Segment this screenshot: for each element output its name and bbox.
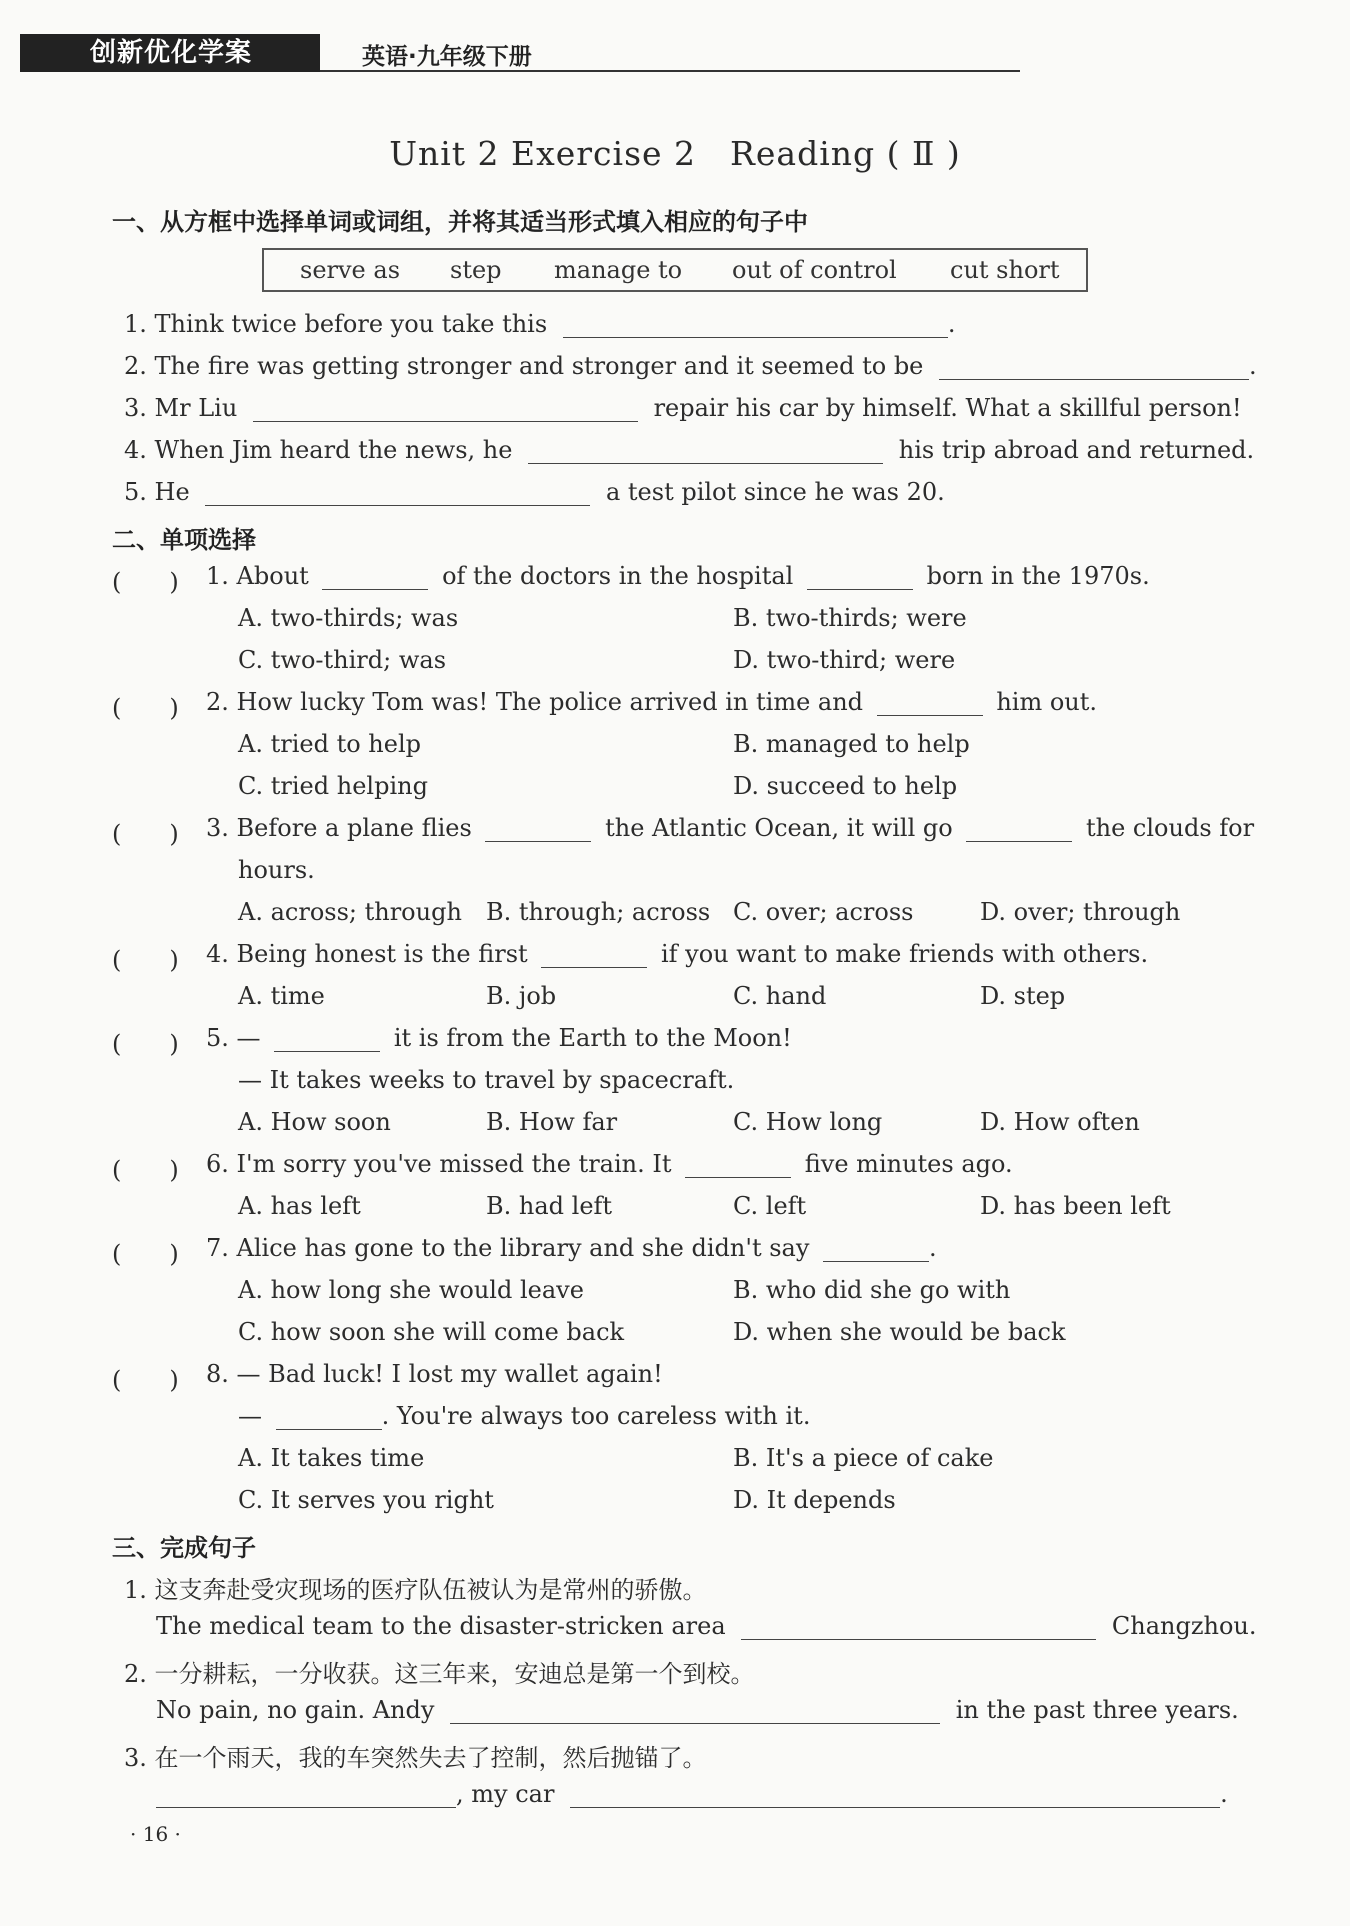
question-text: five minutes ago.: [804, 1150, 1013, 1178]
option-b[interactable]: B. had left: [486, 1192, 613, 1220]
question-number: 2.: [206, 688, 229, 716]
word-option: cut short: [950, 256, 1060, 284]
subject-label: 英语·九年级下册: [362, 44, 532, 70]
option-a[interactable]: A. It takes time: [238, 1444, 425, 1472]
item-number: 4.: [124, 436, 147, 464]
option-b[interactable]: B. managed to help: [733, 730, 970, 758]
option-b[interactable]: B. who did she go with: [733, 1276, 1011, 1304]
option-c[interactable]: C. how soon she will come back: [238, 1318, 625, 1346]
fill-item-3: [124, 394, 1242, 422]
option-c[interactable]: C. It serves you right: [238, 1486, 494, 1514]
option-d[interactable]: D. It depends: [733, 1486, 896, 1514]
mc-question-2: [206, 688, 1097, 716]
question-number: 5.: [206, 1024, 229, 1052]
section-3-heading: 三、完成句子: [112, 1534, 256, 1562]
item-number: 3.: [124, 1744, 147, 1772]
english-prompt: The medical team to the disaster-stricken area: [156, 1612, 726, 1640]
option-b[interactable]: B. How far: [486, 1108, 618, 1136]
question-number: 4.: [206, 940, 229, 968]
answer-blank[interactable]: [253, 395, 638, 422]
answer-blank[interactable]: [156, 1781, 456, 1808]
option-c[interactable]: C. two-third; was: [238, 646, 447, 674]
question-number: 6.: [206, 1150, 229, 1178]
translate-item-1-en: [156, 1612, 1257, 1640]
option-b[interactable]: B. through; across: [486, 898, 711, 926]
mc-question-1: [206, 562, 1150, 590]
english-prompt: No pain, no gain. Andy: [156, 1696, 435, 1724]
item-text: a test pilot since he was 20.: [605, 478, 945, 506]
option-b[interactable]: B. job: [486, 982, 557, 1010]
mc-question-7: [206, 1234, 937, 1262]
question-text: .: [929, 1234, 937, 1262]
word-box: [262, 248, 1088, 292]
option-b[interactable]: B. It's a piece of cake: [733, 1444, 994, 1472]
translate-item-2-en: [156, 1696, 1239, 1724]
option-a[interactable]: A. how long she would leave: [238, 1276, 584, 1304]
question-text: it is from the Earth to the Moon!: [393, 1024, 792, 1052]
item-text: repair his car by himself. What a skillful person!: [653, 394, 1242, 422]
question-text: if you want to make friends with others.: [660, 940, 1149, 968]
answer-blank[interactable]: [823, 1235, 929, 1262]
page-header: [20, 28, 1320, 72]
answer-paren[interactable]: ( ): [112, 946, 179, 974]
chinese-sentence: 这支奔赴受灾现场的医疗队伍被认为是常州的骄傲。: [154, 1576, 707, 1604]
answer-blank[interactable]: [276, 1403, 382, 1430]
question-text: the Atlantic Ocean, it will go: [605, 814, 953, 842]
question-number: 3.: [206, 814, 229, 842]
section-1-heading: 一、从方框中选择单词或词组，并将其适当形式填入相应的句子中: [112, 208, 808, 236]
answer-paren[interactable]: ( ): [112, 820, 179, 848]
english-prompt: Changzhou.: [1111, 1612, 1257, 1640]
section-2-heading: 二、单项选择: [112, 526, 256, 554]
fill-item-5: [124, 478, 945, 506]
item-text: .: [947, 310, 956, 338]
dialogue-reply: — It takes weeks to travel by spacecraft.: [238, 1066, 735, 1094]
item-text: When Jim heard the news, he: [154, 436, 513, 464]
chinese-sentence: 在一个雨天，我的车突然失去了控制，然后抛锚了。: [154, 1744, 707, 1772]
translate-item-1-cn: [124, 1570, 707, 1605]
question-text: of the doctors in the hospital: [442, 562, 794, 590]
option-a[interactable]: A. How soon: [238, 1108, 391, 1136]
answer-blank[interactable]: [563, 311, 948, 338]
item-text: .: [1249, 352, 1257, 380]
answer-paren[interactable]: ( ): [112, 568, 179, 596]
question-number: 1.: [206, 562, 229, 590]
answer-blank[interactable]: [807, 563, 913, 590]
item-number: 1.: [124, 310, 147, 338]
translate-item-2-cn: [124, 1654, 755, 1689]
translate-item-3-cn: [124, 1738, 707, 1773]
option-c[interactable]: C. over; across: [733, 898, 914, 926]
option-d[interactable]: D. has been left: [980, 1192, 1171, 1220]
translate-item-3-en: [156, 1780, 1228, 1808]
english-prompt: in the past three years.: [955, 1696, 1239, 1724]
answer-blank[interactable]: [966, 815, 1072, 842]
question-text: born in the 1970s.: [926, 562, 1150, 590]
question-text-cont: hours.: [238, 856, 315, 884]
question-text: Before a plane flies: [236, 814, 472, 842]
item-number: 2.: [124, 1660, 147, 1688]
question-text: —: [238, 1402, 262, 1430]
answer-paren[interactable]: ( ): [112, 1366, 179, 1394]
header-divider: [320, 70, 1020, 72]
question-text: — Bad luck! I lost my wallet again!: [236, 1360, 663, 1388]
english-prompt: , my car: [456, 1780, 555, 1808]
option-d[interactable]: D. succeed to help: [733, 772, 958, 800]
word-option: out of control: [732, 256, 897, 284]
option-d[interactable]: D. when she would be back: [733, 1318, 1066, 1346]
word-option: manage to: [554, 256, 683, 284]
question-text: About: [236, 562, 309, 590]
option-c[interactable]: C. tried helping: [238, 772, 428, 800]
question-text: him out.: [996, 688, 1098, 716]
option-a[interactable]: A. across; through: [238, 898, 462, 926]
question-text: —: [236, 1024, 261, 1052]
answer-blank[interactable]: [528, 437, 883, 464]
item-text: He: [154, 478, 190, 506]
brand-logo: 创新优化学案: [20, 34, 320, 72]
answer-paren[interactable]: ( ): [112, 1156, 179, 1184]
mc-question-3: [206, 814, 1254, 842]
option-c[interactable]: C. left: [733, 1192, 807, 1220]
answer-paren[interactable]: ( ): [112, 1030, 179, 1058]
option-c[interactable]: C. hand: [733, 982, 827, 1010]
answer-blank[interactable]: [939, 353, 1249, 380]
dialogue-reply: [238, 1402, 810, 1430]
item-text: Think twice before you take this: [154, 310, 548, 338]
option-a[interactable]: A. time: [238, 982, 325, 1010]
item-number: 1.: [124, 1576, 147, 1604]
option-d[interactable]: D. How often: [980, 1108, 1140, 1136]
english-prompt: .: [1220, 1780, 1228, 1808]
question-number: 8.: [206, 1360, 229, 1388]
answer-blank[interactable]: [205, 479, 590, 506]
answer-blank[interactable]: [741, 1613, 1096, 1640]
fill-item-2: [124, 352, 1257, 380]
item-text: his trip abroad and returned.: [898, 436, 1255, 464]
option-c[interactable]: C. How long: [733, 1108, 883, 1136]
answer-blank[interactable]: [450, 1697, 940, 1724]
question-text: How lucky Tom was! The police arrived in time and: [236, 688, 864, 716]
question-text: Alice has gone to the library and she didn't say: [236, 1234, 810, 1262]
option-a[interactable]: A. has left: [238, 1192, 361, 1220]
item-text: Mr Liu: [154, 394, 238, 422]
item-number: 5.: [124, 478, 147, 506]
mc-question-4: [206, 940, 1148, 968]
page-title: Unit 2 Exercise 2 Reading ( Ⅱ ): [389, 134, 961, 173]
item-number: 3.: [124, 394, 147, 422]
question-text: I'm sorry you've missed the train. It: [236, 1150, 672, 1178]
answer-blank[interactable]: [485, 815, 591, 842]
answer-blank[interactable]: [274, 1025, 380, 1052]
mc-question-6: [206, 1150, 1013, 1178]
question-text: Being honest is the first: [236, 940, 528, 968]
option-a[interactable]: A. tried to help: [238, 730, 421, 758]
answer-blank[interactable]: [322, 563, 428, 590]
option-d[interactable]: D. step: [980, 982, 1066, 1010]
question-text: . You're always too careless with it.: [381, 1402, 811, 1430]
answer-paren[interactable]: ( ): [112, 694, 179, 722]
answer-blank[interactable]: [541, 941, 647, 968]
chinese-sentence: 一分耕耘，一分收获。这三年来，安迪总是第一个到校。: [154, 1660, 755, 1688]
question-text: the clouds for: [1086, 814, 1255, 842]
option-b[interactable]: B. two-thirds; were: [733, 604, 967, 632]
word-option: step: [450, 256, 502, 284]
answer-blank[interactable]: [570, 1781, 1220, 1808]
answer-blank[interactable]: [685, 1151, 791, 1178]
page-number: · 16 ·: [130, 1822, 181, 1846]
word-option: serve as: [300, 256, 401, 284]
question-number: 7.: [206, 1234, 229, 1262]
option-a[interactable]: A. two-thirds; was: [238, 604, 459, 632]
answer-paren[interactable]: ( ): [112, 1240, 179, 1268]
fill-item-4: [124, 436, 1254, 464]
item-number: 2.: [124, 352, 147, 380]
item-text: The fire was getting stronger and stronger and it seemed to be: [154, 352, 924, 380]
answer-blank[interactable]: [877, 689, 983, 716]
fill-item-1: [124, 310, 955, 338]
option-d[interactable]: D. over; through: [980, 898, 1181, 926]
mc-question-8: [206, 1360, 663, 1388]
option-d[interactable]: D. two-third; were: [733, 646, 956, 674]
mc-question-5: [206, 1024, 792, 1052]
